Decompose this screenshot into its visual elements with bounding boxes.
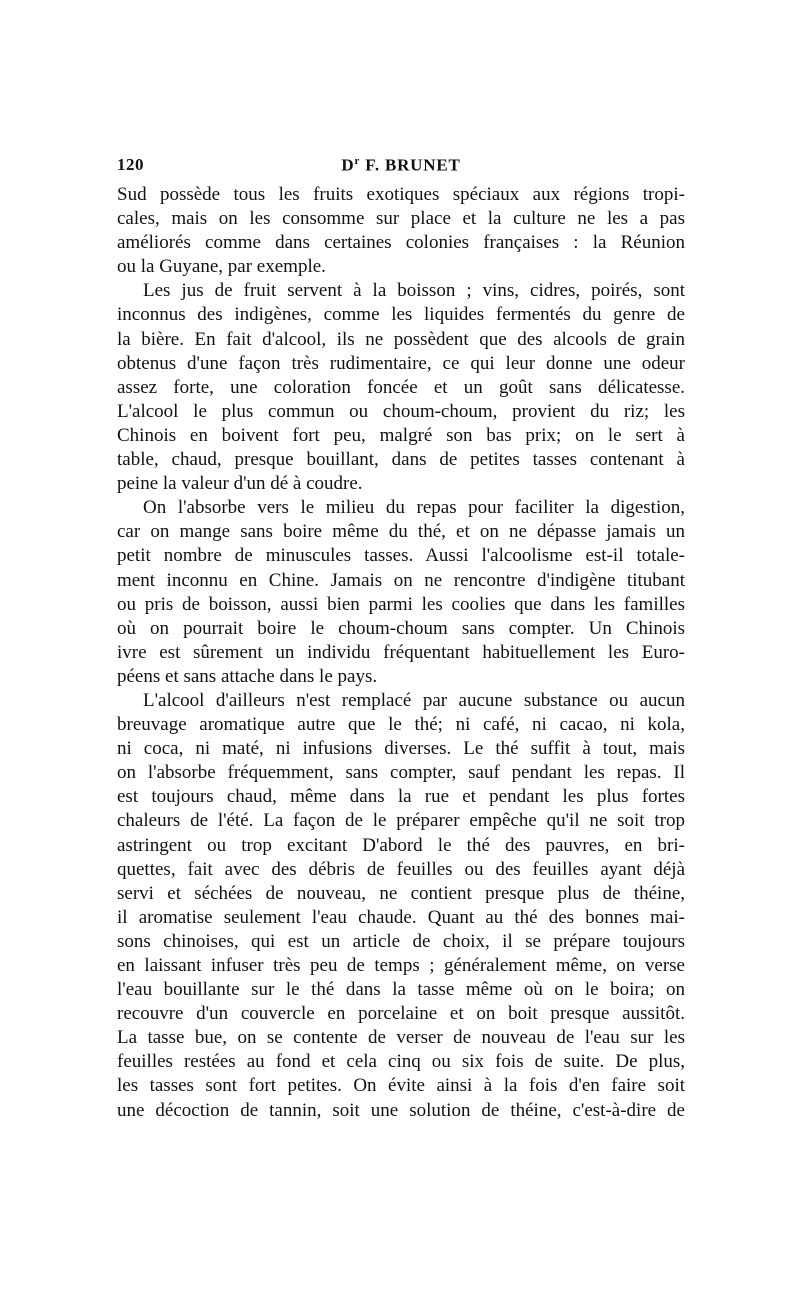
text-line: où on pourrait boire le choum-choum sans compter. Un Chinois <box>117 617 685 639</box>
text-line: Sud possède tous les fruits exotiques spéciaux aux régions tropi- <box>117 184 685 205</box>
text-line: ivre est sûrement un individu fréquentant habituellement les Euro- <box>117 641 685 663</box>
text-line: assez forte, une coloration foncée et un goût sans délicatesse. <box>117 376 685 398</box>
text-line: il aromatise seulement l'eau chaude. Quant au thé des bonnes mai- <box>117 906 685 928</box>
text-line: on l'absorbe fréquemment, sans compter, sauf pendant les repas. Il <box>117 762 685 784</box>
text-line: ment inconnu en Chine. Jamais on ne rencontre d'indigène titubant <box>117 569 685 591</box>
text-line: les tasses sont fort petites. On évite ainsi à la fois d'en faire soit <box>117 1075 685 1097</box>
author-prefix: D <box>341 155 355 175</box>
text-line: L'alcool d'ailleurs n'est remplacé par aucune substance ou aucun <box>143 689 685 711</box>
text-line: peine la valeur d'un dé à coudre. <box>117 473 363 495</box>
paragraph-2 <box>117 279 685 496</box>
text-line: améliorés comme dans certaines colonies françaises : la Réunion <box>117 232 685 254</box>
text-line: petit nombre de minuscules tasses. Aussi l'alcoolisme est-il totale- <box>117 545 685 567</box>
text-line: astringent ou trop excitant D'abord le thé des pauvres, en bri- <box>117 834 685 856</box>
running-title <box>117 155 685 176</box>
text-line: péens et sans attache dans le pays. <box>117 665 378 687</box>
text-line: L'alcool le plus commun ou choum-choum, provient du riz; les <box>117 400 685 422</box>
text-line: cales, mais on les consomme sur place et la culture ne les a pas <box>117 208 685 230</box>
text-line: feuilles restées au fond et cela cinq ou six fois de suite. De plus, <box>117 1051 685 1073</box>
text-line: Les jus de fruit servent à la boisson ; vins, cidres, poirés, sont <box>143 280 685 302</box>
text-line: ni coca, ni maté, ni infusions diverses. Le thé suffit à tout, mais <box>117 738 685 760</box>
text-line: ou pris de boisson, aussi bien parmi les coolies que dans les familles <box>117 593 685 615</box>
text-line: la bière. En fait d'alcool, ils ne possèdent que des alcools de grain <box>117 328 685 350</box>
text-line: est toujours chaud, même dans la rue et pendant les plus fortes <box>117 786 685 808</box>
text-line: breuvage aromatique autre que le thé; ni café, ni cacao, ni kola, <box>117 714 685 736</box>
text-line: en laissant infuser très peu de temps ; généralement même, on verse <box>117 955 685 976</box>
text-line: table, chaud, presque bouillant, dans de petites tasses contenant à <box>117 449 685 471</box>
text-line: servi et séchées de nouveau, ne contient presque plus de théine, <box>117 882 685 904</box>
author-superscript: r <box>354 155 361 167</box>
text-line: recouvre d'un couvercle en porcelaine et on boit presque aussitôt. <box>117 1003 685 1025</box>
text-line: sons chinoises, qui est un article de choix, il se prépare toujours <box>117 930 685 952</box>
text-line: une décoction de tannin, soit une solution de théine, c'est-à-dire de <box>117 1099 685 1121</box>
page-number: 120 <box>117 155 144 174</box>
paragraph-3 <box>117 496 685 689</box>
paragraph-1 <box>117 183 685 279</box>
paragraph-4 <box>117 689 685 1123</box>
text-line: La tasse bue, on se contente de verser de nouveau de l'eau sur les <box>117 1027 685 1049</box>
text-line: Chinois en boivent fort peu, malgré son bas prix; on le sert à <box>117 424 685 446</box>
text-line: quettes, fait avec des débris de feuilles ou des feuilles ayant déjà <box>117 858 685 880</box>
author-name: F. BRUNET <box>360 155 461 175</box>
text-line: inconnus des indigènes, comme les liquides fermentés du genre de <box>117 304 685 326</box>
text-line: obtenus d'une façon très rudimentaire, ce qui leur donne une odeur <box>117 352 685 374</box>
running-header <box>117 155 685 181</box>
body-text <box>117 183 685 1123</box>
text-line: l'eau bouillante sur le thé dans la tasse même où on le boira; on <box>117 979 685 1001</box>
text-line: chaleurs de l'été. La façon de le préparer empêche qu'il ne soit trop <box>117 810 685 832</box>
text-line: ou la Guyane, par exemple. <box>117 256 326 278</box>
text-line: On l'absorbe vers le milieu du repas pour faciliter la digestion, <box>143 497 685 519</box>
text-line: car on mange sans boire même du thé, et on ne dépasse jamais un <box>117 521 685 543</box>
